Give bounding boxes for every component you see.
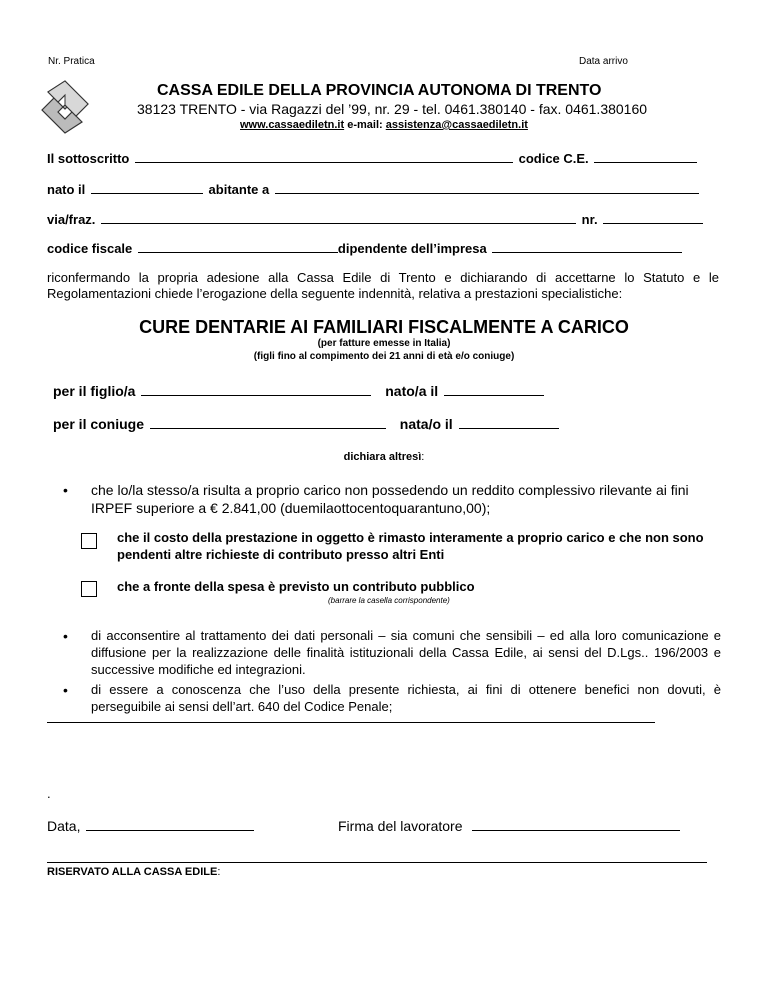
org-address: 38123 TRENTO - via Ragazzi del ’99, nr. 29 - tel. 0461.380140 - fax. 0461.380160 <box>137 101 648 117</box>
sottoscritto-label: Il sottoscritto <box>47 151 130 166</box>
dichiara-label: dichiara altresì <box>343 451 422 463</box>
nr-label: nr. <box>581 212 598 227</box>
abitante-label: abitante a <box>208 182 270 197</box>
firma-label: Firma del lavoratore <box>338 818 463 834</box>
coniuge-field[interactable] <box>150 416 386 429</box>
figlio-nato-label: nato/a il <box>385 383 439 399</box>
data-arrivo-label: Data arrivo <box>579 56 628 67</box>
riservato-separator <box>47 862 707 863</box>
option-checkbox-costo[interactable] <box>81 533 97 549</box>
riservato-colon: : <box>217 866 221 878</box>
nato-il-field[interactable] <box>91 181 203 194</box>
codice-fiscale-field[interactable] <box>138 240 338 253</box>
figlio-field[interactable] <box>141 383 371 396</box>
website-link[interactable]: www.cassaediletn.it <box>240 119 345 131</box>
codice-ce-field[interactable] <box>594 150 697 163</box>
bullet-icon: • <box>63 682 68 698</box>
nato-il-label: nato il <box>47 182 86 197</box>
org-name: CASSA EDILE DELLA PROVINCIA AUTONOMA DI TRENTO <box>157 82 602 99</box>
option-contributo-label: che a fronte della spesa è previsto un contributo pubblico <box>117 579 475 594</box>
cassa-edile-logo <box>36 78 94 136</box>
coniuge-label: per il coniuge <box>53 416 145 432</box>
data-field[interactable] <box>86 818 254 831</box>
nr-field[interactable] <box>603 211 703 224</box>
abitante-field[interactable] <box>275 181 699 194</box>
bullet-icon: • <box>63 482 68 498</box>
footer-dot: . <box>47 786 51 801</box>
email-link[interactable]: assistenza@cassaediletn.it <box>385 119 528 131</box>
via-field[interactable] <box>101 211 576 224</box>
dichiara-colon: : <box>421 451 425 463</box>
data-label: Data, <box>47 818 81 834</box>
form-title: CURE DENTARIE AI FAMILIARI FISCALMENTE A CARICO <box>139 317 629 337</box>
form-subtitle-2: (figli fino al compimento dei 21 anni di età e/o coniuge) <box>253 351 515 362</box>
option-checkbox-contributo[interactable] <box>81 581 97 597</box>
coniuge-nata-label: nata/o il <box>399 416 453 432</box>
checkbox-note: (barrare la casella corrispondente) <box>328 596 450 605</box>
codice-ce-label: codice C.E. <box>518 151 589 166</box>
nr-pratica-label: Nr. Pratica <box>48 56 95 67</box>
coniuge-nata-field[interactable] <box>459 416 559 429</box>
firma-field[interactable] <box>472 818 680 831</box>
form-subtitle-1: (per fatture emesse in Italia) <box>317 338 451 349</box>
bullet-privacy: di acconsentire al trattamento dei dati personali – sia comuni che sensibili – ed alla loro comunicazione e diffusione per la realizzazione delle finalità istituzionali della Cassa Edile, ai sensi del D.Lgs.. 196/2003 e successive modifiche ed integrazioni. <box>91 628 721 677</box>
dipendente-label: dipendente dell’impresa <box>337 241 487 256</box>
separator-line <box>47 722 655 723</box>
riservato-label: RISERVATO ALLA CASSA EDILE <box>47 866 218 878</box>
figlio-nato-field[interactable] <box>444 383 544 396</box>
figlio-label: per il figlio/a <box>53 383 136 399</box>
bullet-penale: di essere a conoscenza che l’uso della presente richiesta, ai fini di ottenere benefici non dovuti, è perseguibile ai sensi dell’art. 640 del Codice Penale; <box>91 682 721 714</box>
codice-fiscale-label: codice fiscale <box>47 241 133 256</box>
bullet-icon: • <box>63 628 68 644</box>
via-label: via/fraz. <box>47 212 96 227</box>
bullet-reddito: che lo/la stesso/a risulta a proprio carico non possedendo un reddito complessivo rilevante ai fini IRPEF superiore a € 2.841,00 (duemilaottocentoquarantuno,00); <box>91 482 689 516</box>
sottoscritto-field[interactable] <box>135 150 513 163</box>
intro-paragraph: riconfermando la propria adesione alla Cassa Edile di Trento e dichiarando di accettarne lo Statuto e le Regolamentazioni chiede l’erogazione della seguente indennità, relativa a prestazioni specialistiche: <box>47 270 719 301</box>
impresa-field[interactable] <box>492 240 682 253</box>
email-label: e-mail: <box>347 119 383 131</box>
option-costo-label: che il costo della prestazione in oggetto è rimasto interamente a proprio carico e che non sono pendenti altre richieste di contributo presso altri Enti <box>117 530 704 562</box>
